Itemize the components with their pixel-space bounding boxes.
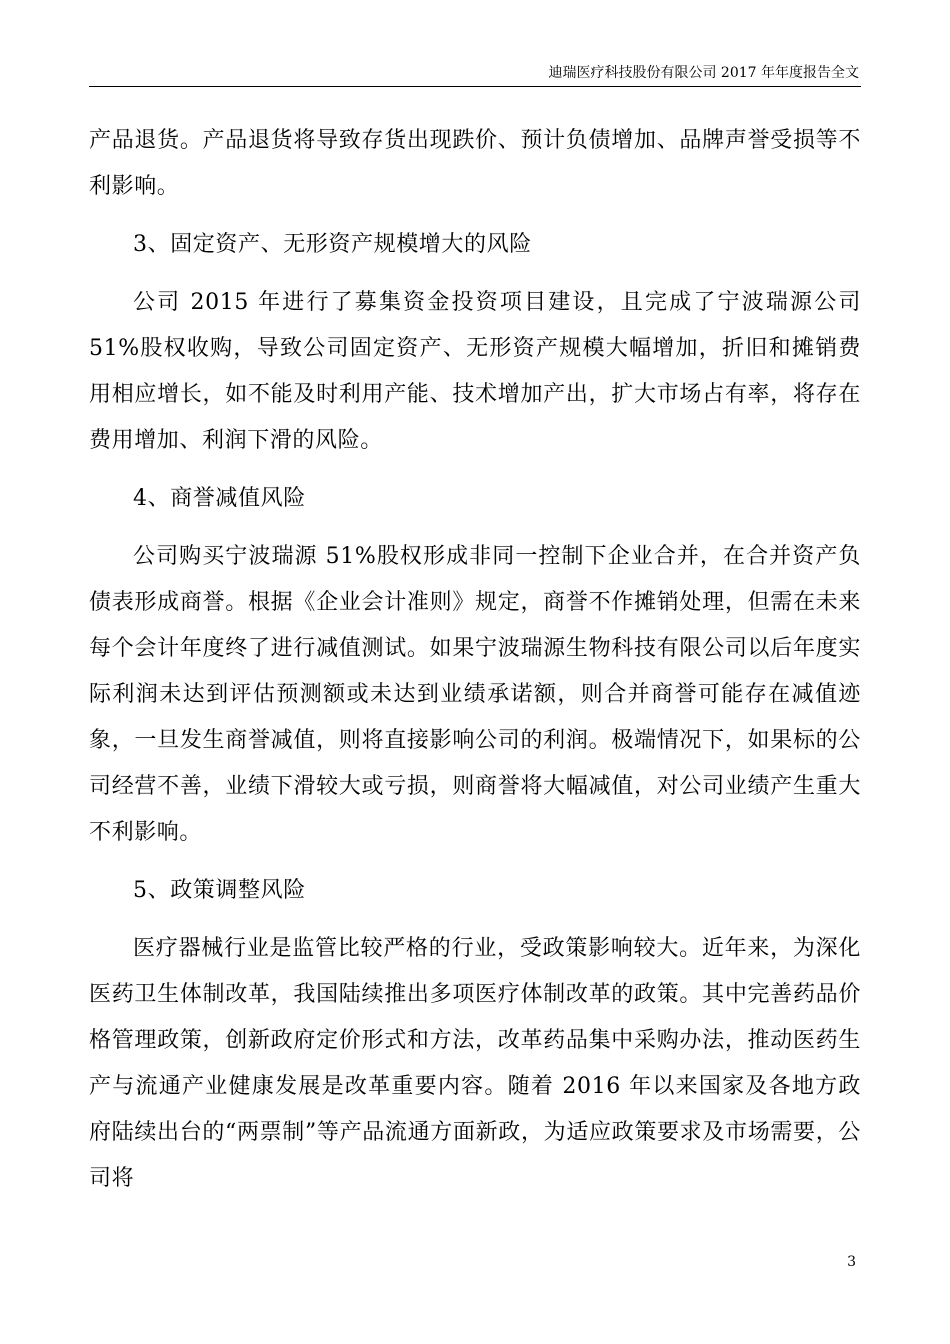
section-3-heading: 3、固定资产、无形资产规模增大的风险 (133, 232, 532, 257)
continued-paragraph: 产品退货。产品退货将导致存货出现跌价、预计负债增加、品牌声誉受损等不利影响。 (89, 128, 861, 199)
section-4-heading: 4、商誉减值风险 (133, 486, 306, 511)
header-divider (89, 86, 861, 87)
spacer (89, 522, 861, 534)
section-5-paragraph: 医疗器械行业是监管比较严格的行业，受政策影响较大。近年来，为深化医药卫生体制改革，我国陆续推出多项医疗体制改革的政策。其中完善药品价格管理政策，创新政府定价形式和方法，改革药品集中采购办法，推动医药生产与流通产业健康发展是改革重要内容。随着 2016 年以来国家及各地方政府陆续出台的“两票制”等产品流通方面新政，为适应政策要求及市场需要，公司将 (89, 936, 861, 1191)
spacer (89, 210, 861, 222)
spacer (89, 914, 861, 926)
spacer (89, 856, 861, 868)
page-number: 3 (847, 1254, 856, 1270)
section-3-paragraph: 公司 2015 年进行了募集资金投资项目建设，且完成了宁波瑞源公司 51%股权收购，导致公司固定资产、无形资产规模大幅增加，折旧和摊销费用相应增长，如不能及时利用产能、技术增加产出，扩大市场占有率，将存在费用增加、利润下滑的风险。 (89, 290, 861, 453)
spacer (89, 268, 861, 280)
section-4-paragraph: 公司购买宁波瑞源 51%股权形成非同一控制下企业合并，在合并资产负债表形成商誉。根据《企业会计准则》规定，商誉不作摊销处理，但需在未来每个会计年度终了进行减值测试。如果宁波瑞源生物科技有限公司以后年度实际利润未达到评估预测额或未达到业绩承诺额，则合并商誉可能存在减值迹象，一旦发生商誉减值，则将直接影响公司的利润。极端情况下，如果标的公司经营不善，业绩下滑较大或亏损，则商誉将大幅减值，对公司业绩产生重大不利影响。 (89, 544, 861, 845)
section-5-heading: 5、政策调整风险 (133, 878, 306, 903)
report-header-title: 迪瑞医疗科技股份有限公司 2017 年年度报告全文 (548, 65, 859, 81)
document-body (89, 118, 861, 1202)
spacer (89, 464, 861, 476)
